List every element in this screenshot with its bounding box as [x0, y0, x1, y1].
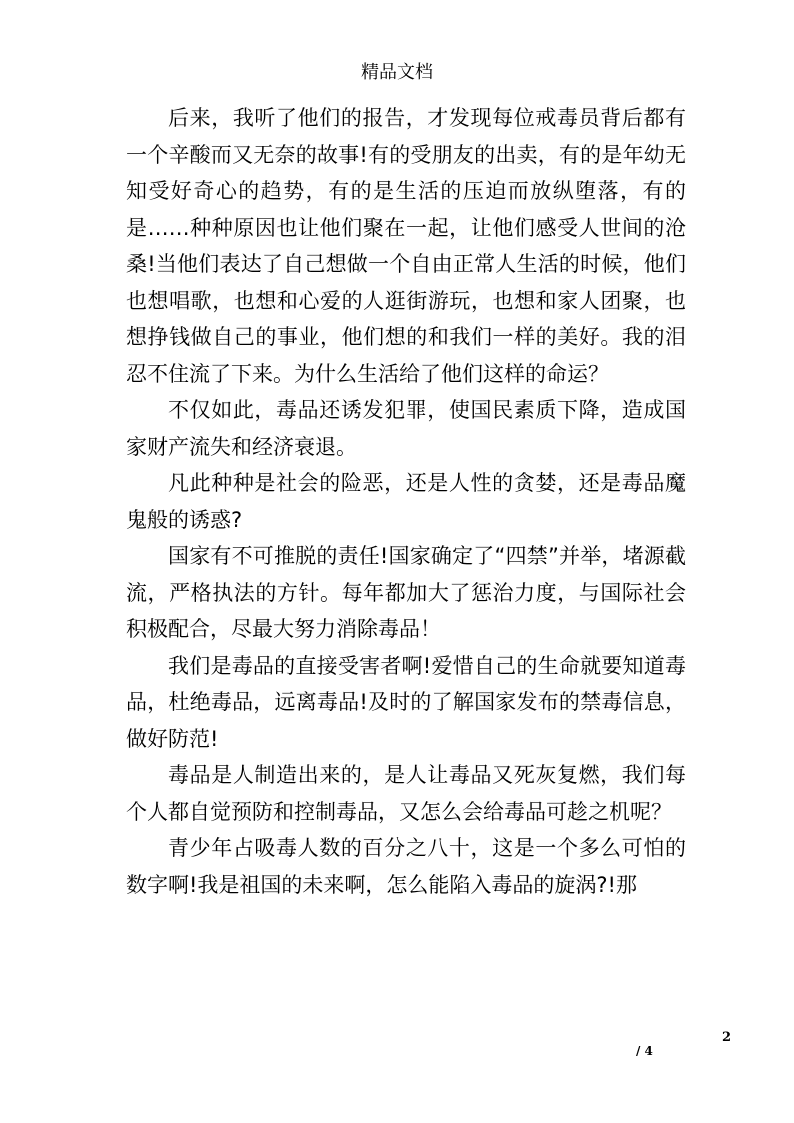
page-header-title: 精品文档 — [361, 62, 433, 83]
paragraph: 毒品是人制造出来的，是人让毒品又死灰复燃，我们每个人都自觉预防和控制毒品，又怎么会给毒品可趁之机呢？ — [126, 763, 686, 824]
paragraph: 不仅如此，毒品还诱发犯罪，使国民素质下降，造成国家财产流失和经济衰退。 — [126, 398, 686, 459]
paragraph: 后来，我听了他们的报告，才发现每位戒毒员背后都有一个辛酸而又无奈的故事!有的受朋友的出卖，有的是年幼无知受好奇心的趋势，有的是生活的压迫而放纵堕落，有的是……种种原因也让他们聚在一起，让他们感受人世间的沧桑!当他们表达了自己想做一个自由正常人生活的时候，他们也想唱歌，也想和心爱的人逛街游玩，也想和家人团聚，也想挣钱做自己的事业，他们想的和我们一样的美好。我的泪忍不住流了下来。为什么生活给了他们这样的命运？ — [126, 106, 686, 386]
paragraph: 国家有不可推脱的责任!国家确定了“四禁”并举，堵源截流，严格执法的方针。每年都加大了惩治力度，与国际社会积极配合，尽最大努力消除毒品！ — [126, 544, 686, 641]
page-number: 2 — [722, 1030, 732, 1045]
paragraph: 凡此种种是社会的险恶，还是人性的贪婪，还是毒品魔鬼般的诱惑? — [126, 471, 686, 532]
paragraph: 青少年占吸毒人数的百分之八十，这是一个多么可怕的数字啊!我是祖国的未来啊，怎么能陷入毒品的旋涡?!那 — [126, 836, 686, 897]
paragraph: 我们是毒品的直接受害者啊!爱惜自己的生命就要知道毒品，杜绝毒品，远离毒品!及时的了解国家发布的禁毒信息，做好防范! — [126, 653, 686, 751]
document-body — [126, 100, 686, 903]
page-total: / 4 — [636, 1044, 653, 1058]
